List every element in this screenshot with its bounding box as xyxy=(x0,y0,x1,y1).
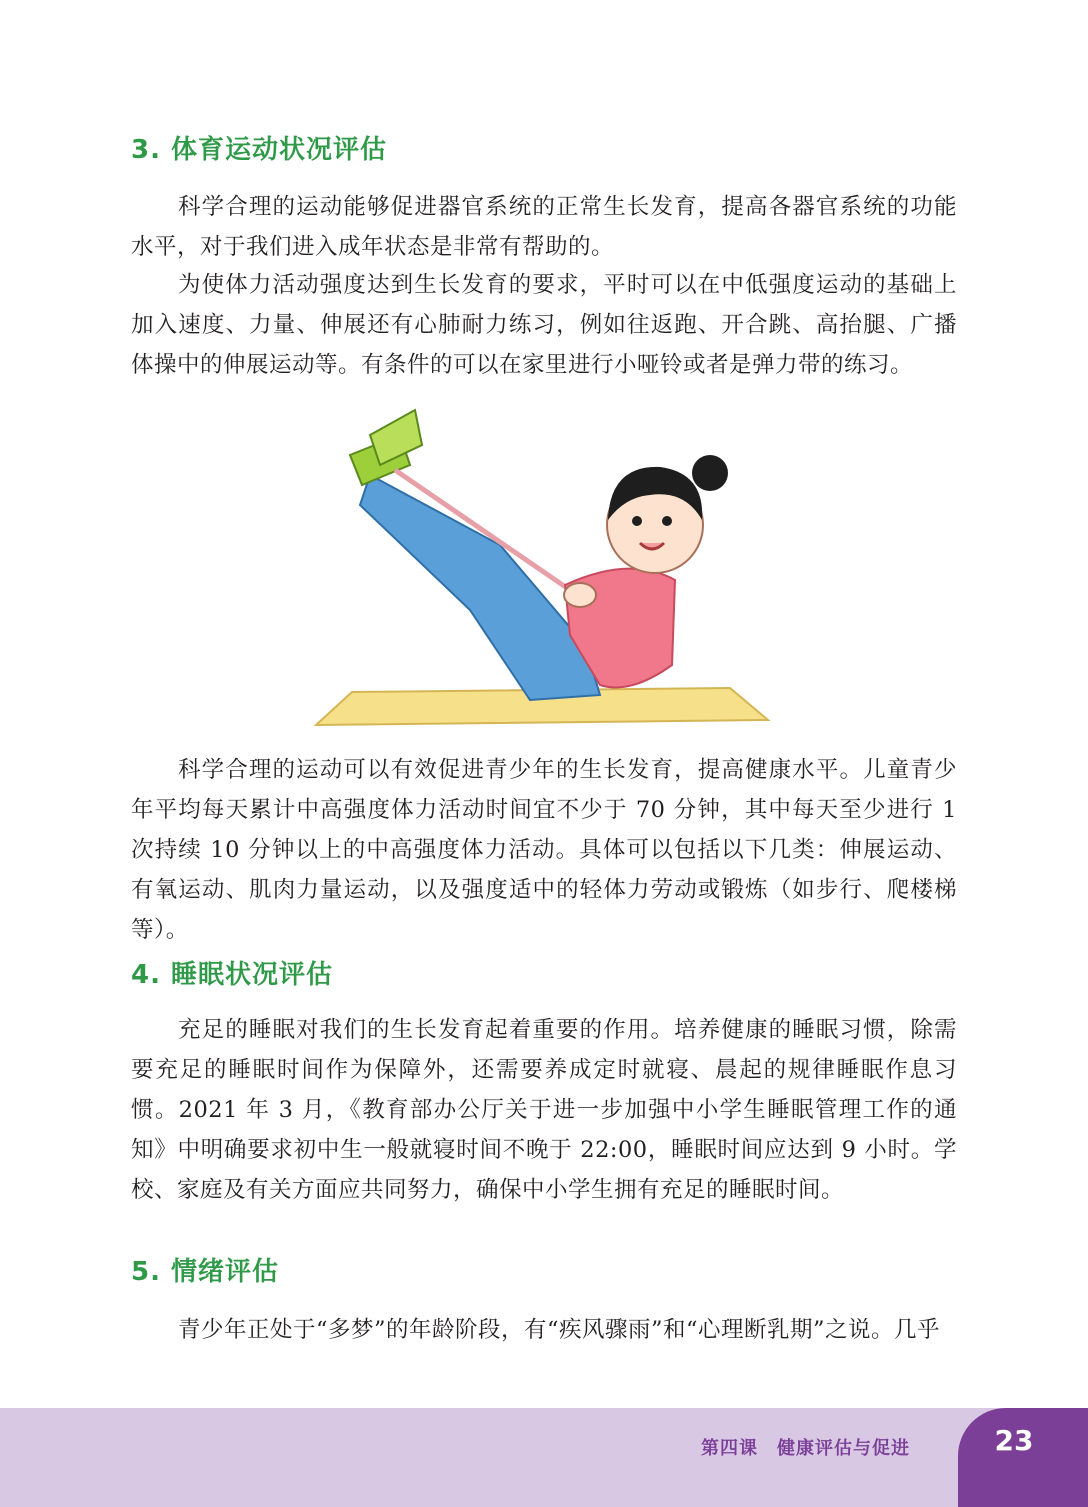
footer-lesson-title: 第四课 健康评估与促进 xyxy=(701,1438,910,1459)
hair-bun xyxy=(692,455,728,491)
section-heading-emotion: 5. 情绪评估 xyxy=(131,1257,280,1287)
shoe-right xyxy=(370,410,422,465)
paragraph-sleep: 充足的睡眠对我们的生长发育起着重要的作用。培养健康的睡眠习惯，除需要充足的睡眠时间作为保障外，还需要养成定时就寝、晨起的规律睡眠作息习惯。2021 年 3 月，《教育部办公厅关于进一步加强中小学生睡眠管理工作的通知》中明确要求初中生一般就寝时间不晚于 22:00，睡眠时间应达到 9 小时。学校、家庭及有关方面应共同努力，确保中小学生拥有充足的睡眠时间。 xyxy=(131,1017,957,1203)
eye-left xyxy=(632,516,642,526)
paragraph-exercise-guideline: 科学合理的运动可以有效促进青少年的生长发育，提高健康水平。儿童青少年平均每天累计中高强度体力活动时间宜不少于 70 分钟，其中每天至少进行 1 次持续 10 分钟以上的中高强度体力活动。具体可以包括以下几类：伸展运动、有氧运动、肌肉力量运动，以及强度适中的轻体力劳动或锻炼（如步行、爬楼梯等）。 xyxy=(131,757,957,943)
eye-right xyxy=(662,516,672,526)
paragraph-emotion: 青少年正处于“多梦”的年龄阶段，有“疾风骤雨”和“心理断乳期”之说。几乎 xyxy=(178,1317,941,1343)
page-number: 23 xyxy=(994,1424,1034,1457)
paragraph-exercise-intensity: 为使体力活动强度达到生长发育的要求，平时可以在中低强度运动的基础上加入速度、力量、伸展还有心肺耐力练习，例如往返跑、开合跳、高抬腿、广播体操中的伸展运动等。有条件的可以在家里进行小哑铃或者是弹力带的练习。 xyxy=(131,272,957,378)
section-heading-sleep: 4. 睡眠状况评估 xyxy=(131,960,334,990)
footer-band xyxy=(0,1408,1088,1507)
section-heading-exercise: 3. 体育运动状况评估 xyxy=(131,135,388,165)
paragraph-exercise-intro: 科学合理的运动能够促进器官系统的正常生长发育，提高各器官系统的功能水平，对于我们进入成年状态是非常有帮助的。 xyxy=(131,194,957,260)
page-number-tab xyxy=(958,1408,1088,1507)
hands xyxy=(564,583,596,607)
girl-exercising-illustration xyxy=(300,395,790,735)
